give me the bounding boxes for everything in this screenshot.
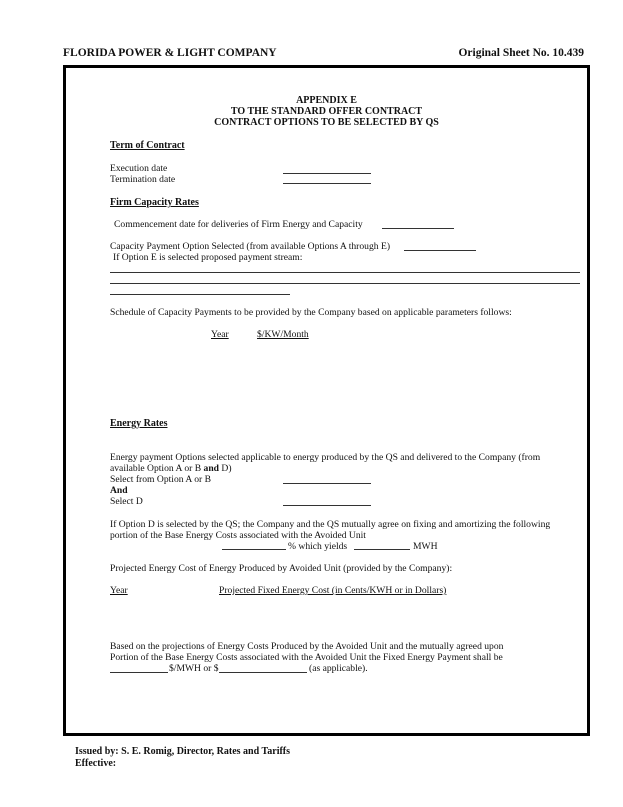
issued-by: Issued by: S. E. Romig, Director, Rates and Tariffs bbox=[75, 746, 291, 757]
termination-date-field[interactable] bbox=[283, 183, 371, 184]
based-on-line-1: Based on the projections of Energy Costs Produced by the Avoided Unit and the mutually agreed upon bbox=[110, 641, 504, 652]
year-column-header: Year bbox=[211, 329, 229, 340]
fixed-payment-dollar-field[interactable] bbox=[219, 672, 307, 673]
based-on-line-2: Portion of the Base Energy Costs associated with the Avoided Unit the Fixed Energy Payment shall be bbox=[110, 652, 503, 663]
mwh-label: MWH bbox=[413, 541, 438, 552]
options-text: available Option A or B bbox=[110, 463, 204, 474]
payment-option-field[interactable] bbox=[404, 250, 476, 251]
commencement-date-field[interactable] bbox=[382, 228, 454, 229]
sheet-number: Original Sheet No. 10.439 bbox=[458, 47, 584, 59]
select-d-field[interactable] bbox=[283, 505, 371, 506]
projected-cost-column-header: Projected Fixed Energy Cost (in Cents/KWH or in Dollars) bbox=[219, 585, 447, 596]
energy-options-line-1: Energy payment Options selected applicable to energy produced by the QS and delivered to the Company (from bbox=[110, 452, 541, 463]
options-and-bold: and bbox=[203, 463, 219, 474]
commencement-label: Commencement date for deliveries of Firm Energy and Capacity bbox=[114, 219, 363, 230]
firm-capacity-heading: Firm Capacity Rates bbox=[110, 197, 199, 208]
and-label: And bbox=[110, 485, 128, 496]
effective-label: Effective: bbox=[75, 758, 117, 769]
rate-column-header: $/KW/Month bbox=[257, 329, 309, 340]
payment-stream-line-2[interactable] bbox=[110, 283, 580, 284]
appendix-subtitle-2: CONTRACT OPTIONS TO BE SELECTED BY QS bbox=[214, 117, 439, 128]
option-d-line-1: If Option D is selected by the QS; the Company and the QS mutually agree on fixing and amortizing the following bbox=[110, 519, 551, 530]
percent-field[interactable] bbox=[222, 549, 286, 550]
select-d-label: Select D bbox=[110, 496, 143, 507]
appendix-title: APPENDIX E bbox=[296, 95, 357, 106]
payment-stream-line-1[interactable] bbox=[110, 272, 580, 273]
projected-cost-label: Projected Energy Cost of Energy Produced by Avoided Unit (provided by the Company): bbox=[110, 563, 453, 574]
select-ab-field[interactable] bbox=[283, 483, 371, 484]
fixed-payment-mwh-field[interactable] bbox=[110, 672, 168, 673]
as-applicable-label: (as applicable). bbox=[309, 663, 368, 674]
energy-rates-heading: Energy Rates bbox=[110, 418, 168, 429]
percent-yields-text: % which yields bbox=[288, 541, 348, 552]
execution-date-label: Execution date bbox=[110, 163, 168, 174]
energy-options-line-2 bbox=[110, 463, 232, 474]
mwh-or-label: $/MWH or $ bbox=[169, 663, 219, 674]
appendix-subtitle: TO THE STANDARD OFFER CONTRACT bbox=[230, 106, 423, 117]
option-e-label: If Option E is selected proposed payment stream: bbox=[113, 252, 303, 263]
payment-option-label: Capacity Payment Option Selected (from available Options A through E) bbox=[110, 241, 391, 252]
termination-date-label: Termination date bbox=[110, 174, 176, 185]
company-name: FLORIDA POWER & LIGHT COMPANY bbox=[63, 47, 277, 59]
execution-date-field[interactable] bbox=[283, 173, 371, 174]
schedule-label: Schedule of Capacity Payments to be provided by the Company based on applicable parameters follows: bbox=[110, 307, 512, 318]
select-ab-label: Select from Option A or B bbox=[110, 474, 211, 485]
option-d-line-2: portion of the Base Energy Costs associated with the Avoided Unit bbox=[110, 530, 366, 541]
term-heading: Term of Contract bbox=[110, 140, 185, 151]
energy-year-column-header: Year bbox=[110, 585, 128, 596]
payment-stream-line-3[interactable] bbox=[110, 294, 290, 295]
options-text-end: D) bbox=[219, 463, 232, 474]
mwh-field[interactable] bbox=[354, 549, 410, 550]
